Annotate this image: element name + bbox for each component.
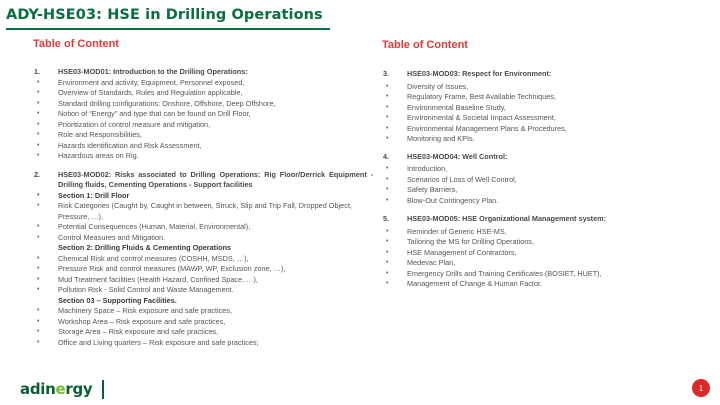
toc-section: [383, 152, 701, 207]
list-item: [383, 175, 701, 186]
section-item-list: [34, 78, 373, 162]
list-item: [383, 92, 701, 103]
bullet-icon: •: [37, 265, 40, 272]
toc-section: [34, 170, 373, 349]
section-number: 4.: [383, 151, 390, 161]
list-item-text: Workshop Area – Risk exposure and safe practices,: [58, 316, 226, 326]
bullet-icon: •: [37, 202, 40, 209]
list-item: [383, 113, 701, 124]
bullet-icon: •: [37, 286, 40, 293]
list-item: [383, 196, 701, 207]
bullet-icon: •: [37, 89, 40, 96]
subsection-heading: [34, 191, 373, 202]
list-item: [34, 222, 373, 233]
list-item-text: Scenarios of Loss of Well Control,: [407, 174, 517, 184]
list-item-text: HSE Management of Contractors,: [407, 247, 517, 257]
list-item-text: Regulatory Frame, Best Available Techniques,: [407, 92, 556, 101]
list-item-text: Prioritization of control measure and mitigation,: [58, 119, 211, 129]
logo-text-prefix: adin: [20, 380, 56, 398]
list-item: [34, 201, 373, 222]
list-item-text: Overview of Standards, Rules and Regulation applicable,: [58, 88, 243, 97]
list-item: [383, 237, 701, 248]
section-title: HSE03-MOD05: HSE Organizational Management system:: [407, 214, 607, 223]
list-item-text: Notion of “Energy” and type that can be found on Drill Floor,: [58, 109, 251, 118]
list-item-text: Section 03 – Supporting Facilities.: [58, 295, 177, 305]
section-title: HSE03-MOD02: Risks associated to Drilling Operations: Rig Floor/Derrick Equipment - Drilling fluids, Cementing Operations - Support facilities: [58, 169, 373, 189]
list-item-text: Tailoring the MS for Drilling Operations,: [407, 237, 534, 246]
section-title: HSE03-MOD04: Well Control:: [407, 151, 508, 161]
list-item-text: Monitoring and KPIs.: [407, 134, 475, 143]
toc-section: [34, 67, 373, 162]
list-item-text: Blow-Out Contingency Plan.: [407, 195, 499, 205]
bullet-icon: •: [386, 82, 389, 90]
list-item-text: Management of Change & Human Factor.: [407, 279, 543, 288]
bullet-icon: •: [37, 131, 40, 138]
bullet-icon: •: [386, 248, 389, 256]
bullet-icon: •: [37, 141, 40, 149]
list-item-text: Environmental Management Plans & Procedures,: [407, 123, 567, 133]
list-item: [34, 130, 373, 141]
list-item: [383, 185, 701, 196]
list-item-text: Control Measures and Mitigation.: [58, 232, 166, 242]
list-item-text: Section 2: Drilling Fluids & Cementing Operations: [58, 243, 232, 252]
list-item: [34, 233, 373, 244]
list-item: [383, 82, 701, 93]
section-item-list: [383, 164, 701, 206]
bullet-icon: •: [386, 186, 389, 193]
list-item: [383, 248, 701, 259]
bullet-icon: •: [37, 152, 40, 159]
bullet-icon: •: [37, 110, 40, 117]
section-number: 2.: [34, 169, 41, 179]
list-item: [34, 338, 373, 349]
section-number: 1.: [34, 67, 41, 76]
list-item-text: Safety Barriers,: [407, 185, 458, 194]
bullet-icon: •: [386, 269, 389, 277]
list-item-text: Introduction,: [407, 164, 448, 173]
list-item-text: Mud Treatment facilities (Health Hazard, Confined Space, …),: [58, 274, 258, 284]
logo-text-suffix: rgy: [65, 380, 93, 398]
bullet-icon: •: [386, 280, 389, 287]
list-item-text: Hazards identification and Risk Assessment,: [58, 140, 202, 150]
list-item: [383, 279, 701, 290]
list-item-text: Diversity of Issues,: [407, 81, 469, 91]
section-item-list: [383, 227, 701, 290]
list-item: [383, 269, 701, 280]
right-column: [383, 69, 701, 297]
list-item: [383, 227, 701, 238]
bullet-icon: •: [37, 317, 40, 325]
list-item: [34, 275, 373, 286]
bullet-icon: •: [386, 93, 389, 100]
slide-title: ADY-HSE03: HSE in Drilling Operations: [6, 7, 323, 23]
adinergy-logo: [20, 380, 92, 398]
bullet-icon: •: [37, 233, 40, 241]
section-item-list: [383, 82, 701, 145]
list-item-text: Machinery Space – Risk exposure and safe practices,: [58, 306, 232, 315]
list-item: [383, 258, 701, 269]
bullet-icon: •: [37, 191, 40, 199]
list-item-text: Hazardous areas on Rig.: [58, 151, 139, 160]
list-item: [383, 124, 701, 135]
logo-divider: [102, 380, 104, 399]
list-item-text: Environmental & Societal Impact Assessment,: [407, 113, 556, 122]
subsection-heading: [34, 296, 373, 307]
section-number: 3.: [383, 69, 390, 78]
list-item: [383, 134, 701, 145]
list-item: [34, 78, 373, 89]
bullet-icon: •: [386, 135, 389, 142]
toc-heading-right: Table of Content: [382, 39, 468, 51]
list-item: [34, 254, 373, 265]
list-item-text: Risk Categories (Caught by, Caught in between, Struck, Slip and Trip Fall, Dropped Object, Pressure, …),: [58, 201, 352, 221]
list-item-text: Chemical Risk and control measures (COSHH, MSDS, …),: [58, 253, 249, 263]
list-item: [34, 327, 373, 338]
list-item: [34, 99, 373, 110]
bullet-icon: •: [386, 124, 389, 132]
list-item-text: Office and Living quarters – Risk exposure and safe practices;: [58, 337, 259, 347]
toc-section: [383, 69, 701, 145]
list-item-text: Medevac Plan,: [407, 258, 456, 267]
list-item-text: Environmental Baseline Study,: [407, 102, 506, 112]
section-title: HSE03-MOD03: Respect for Environment:: [407, 69, 552, 78]
bullet-icon: •: [386, 196, 389, 204]
list-item-text: Pressure Risk and control measures (MAWP, WP, Exclusion zone, …),: [58, 264, 286, 273]
list-item: [34, 317, 373, 328]
section-item-list: [34, 191, 373, 349]
bullet-icon: •: [386, 103, 389, 111]
bullet-icon: •: [37, 223, 40, 230]
list-item: [34, 88, 373, 99]
bullet-icon: •: [386, 227, 389, 235]
bullet-icon: •: [37, 120, 40, 128]
list-item-text: Section 1: Drill Floor: [58, 190, 130, 200]
bullet-icon: •: [37, 338, 40, 346]
list-item: [34, 120, 373, 131]
list-item: [34, 306, 373, 317]
list-item: [34, 264, 373, 275]
list-item: [34, 151, 373, 162]
list-item-text: Reminder of Generic HSE-MS,: [407, 226, 507, 236]
list-item-text: Standard drilling configurations: Onshore, Offshore, Deep Offshore,: [58, 98, 276, 108]
list-item-text: Pollution Risk - Solid Control and Waste Management.: [58, 285, 234, 294]
bullet-icon: •: [37, 328, 40, 335]
list-item-text: Potential Consequences (Human, Material, Environmental),: [58, 222, 251, 231]
bullet-icon: •: [37, 78, 40, 86]
section-title: HSE03-MOD01: Introduction to the Drilling Operations:: [58, 67, 248, 76]
title-underline: [6, 28, 330, 30]
list-item: [383, 164, 701, 175]
list-item: [34, 285, 373, 296]
bullet-icon: •: [37, 254, 40, 262]
list-item-text: Emergency Drills and Training Certificates (BOSIET, HUET),: [407, 268, 602, 278]
bullet-icon: •: [386, 165, 389, 172]
bullet-icon: •: [386, 114, 389, 121]
list-item-text: Role and Responsibilities,: [58, 130, 142, 139]
bullet-icon: •: [37, 307, 40, 314]
left-column: [34, 67, 373, 355]
list-item-text: Storage Area – Risk exposure and safe practices,: [58, 327, 219, 336]
page-number-badge: 1: [692, 379, 710, 397]
bullet-icon: •: [37, 275, 40, 283]
bullet-icon: •: [386, 238, 389, 245]
list-item: [34, 141, 373, 152]
toc-heading-left: Table of Content: [33, 38, 119, 50]
section-number: 5.: [383, 214, 390, 223]
list-item: [34, 109, 373, 120]
bullet-icon: •: [386, 259, 389, 266]
bullet-icon: •: [37, 99, 40, 107]
list-item-text: Environment and activity, Equipment, Personnel exposed,: [58, 77, 245, 87]
bullet-icon: •: [386, 175, 389, 183]
subsection-heading: [34, 243, 373, 254]
logo-accent-letter: e: [55, 380, 66, 398]
list-item: [383, 103, 701, 114]
toc-section: [383, 214, 701, 290]
